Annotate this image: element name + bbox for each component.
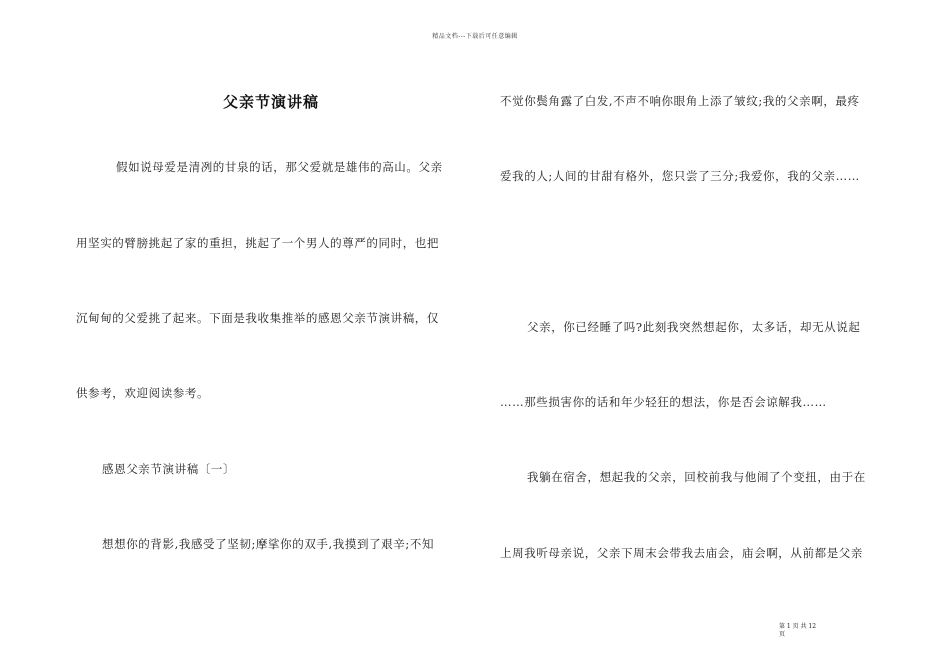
paragraph-line: 想想你的背影,我感受了坚韧;摩挲你的双手,我摸到了艰辛;不知 — [102, 537, 435, 551]
paragraph-line: 用坚实的臂膀挑起了家的重担，挑起了一个男人的尊严的同时，也把 — [76, 236, 439, 250]
paragraph-line: 不觉你鬓角露了白发,不声不响你眼角上添了皱纹;我的父亲啊，最疼 — [500, 94, 860, 108]
paragraph-line: 父亲，你已经睡了吗?此刻我突然想起你，太多话，却无从说起 — [527, 320, 861, 334]
paragraph-line: 上周我听母亲说，父亲下周末会带我去庙会，庙会啊，从前都是父亲 — [500, 546, 863, 560]
paragraph-line: 供参考，欢迎阅读参考。 — [76, 386, 210, 400]
document-title: 父亲节演讲稿 — [222, 93, 319, 111]
page-number-line: 页 — [779, 631, 786, 638]
paragraph-line: 我躺在宿舍，想起我的父亲，回校前我与他闹了个变扭，由于在 — [527, 470, 866, 484]
paragraph-line: 沉甸甸的父爱挑了起来。下面是我收集推举的感恩父亲节演讲稿，仅 — [76, 311, 439, 325]
paragraph-line: ……那些损害你的话和年少轻狂的想法，你是否会谅解我…… — [500, 395, 827, 409]
paragraph-line: 爱我的人;人间的甘甜有格外，您只尝了三分;我爱你，我的父亲…… — [500, 169, 860, 183]
section-heading: 感恩父亲节演讲稿〔一〕 — [102, 462, 236, 476]
header-note: 精品文档---下载后可任意编辑 — [432, 33, 518, 40]
page-number-line: 第 1 页 共 12 — [779, 623, 817, 630]
paragraph-line: 假如说母爱是清冽的甘泉的话，那父爱就是雄伟的高山。父亲 — [116, 160, 443, 174]
page-number — [779, 623, 816, 639]
